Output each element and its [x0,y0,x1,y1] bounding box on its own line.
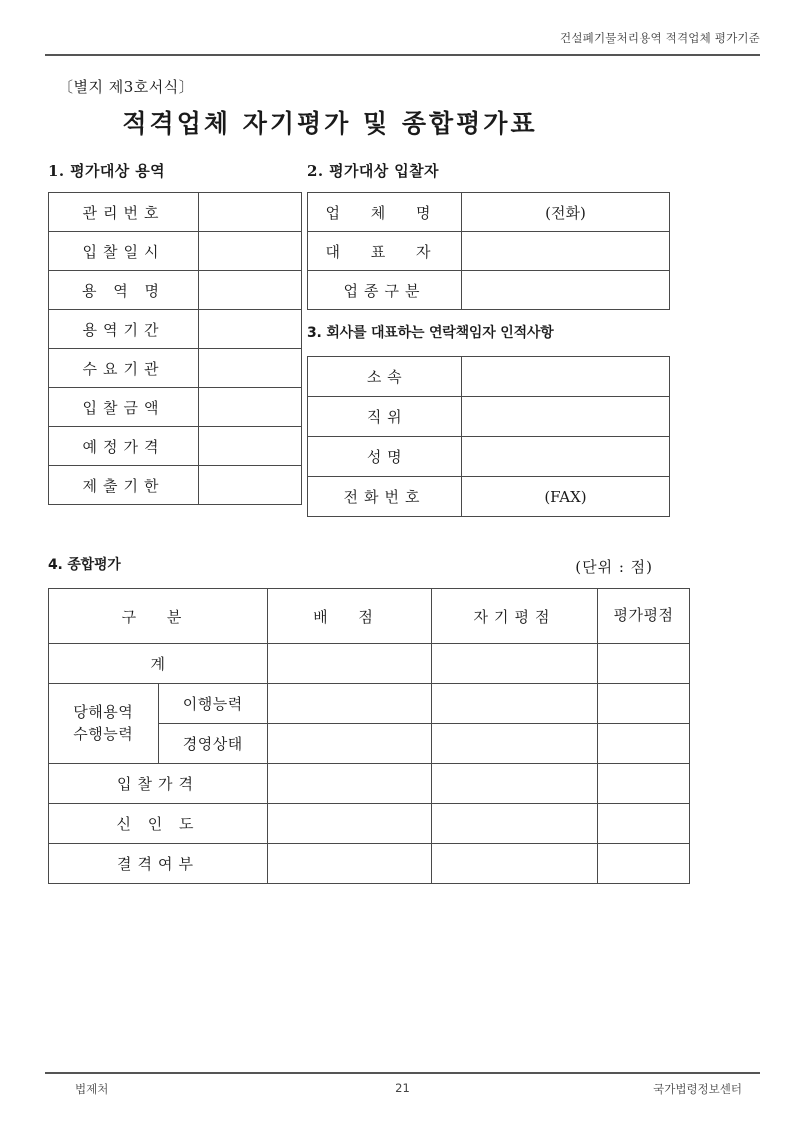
row-value-submission-deadline[interactable] [199,466,302,505]
footer-left-label: 법제처 [75,1082,109,1096]
cell-credit-rating-final-score[interactable] [598,804,690,844]
table-row [49,764,690,804]
row-value-business-type[interactable] [462,271,670,310]
row-label-total: 계 [49,644,268,684]
row-label-management-number: 관리번호 [49,193,199,232]
cell-performance-capability-final-score[interactable] [598,684,690,724]
cell-bid-price-self-score[interactable] [432,764,598,804]
table-row [49,232,302,271]
table-evaluation-target-service [48,192,302,505]
cell-bid-price-allocated[interactable] [268,764,432,804]
cell-management-status-final-score[interactable] [598,724,690,764]
cell-credit-rating-self-score[interactable] [432,804,598,844]
row-label-disqualification: 결격여부 [49,844,268,884]
cell-bid-price-final-score[interactable] [598,764,690,804]
column-header-final-score: 평가평점 [598,589,690,644]
column-header-self-score: 자기평점 [432,589,598,644]
row-value-estimated-price[interactable] [199,427,302,466]
table-row [49,844,690,884]
cell-credit-rating-allocated[interactable] [268,804,432,844]
cell-disqualification-self-score[interactable] [432,844,598,884]
table-row [308,232,670,271]
footer-rule [45,1072,760,1074]
row-value-position[interactable] [462,397,670,437]
row-label-affiliation: 소 속 [308,357,462,397]
row-value-representative[interactable] [462,232,670,271]
table-row [308,397,670,437]
row-value-service-period[interactable] [199,310,302,349]
row-value-affiliation[interactable] [462,357,670,397]
section-heading-evaluation: 4. 종합평가 [48,557,121,573]
cell-total-final-score[interactable] [598,644,690,684]
row-label-business-type: 업종구분 [308,271,462,310]
table-row [308,357,670,397]
row-label-demanding-agency: 수요기관 [49,349,199,388]
table-header-row [49,589,690,644]
page-title: 적격업체 자기평가 및 종합평가표 [122,109,538,138]
table-row [49,193,302,232]
table-row [49,466,302,505]
row-label-bid-datetime: 입찰일시 [49,232,199,271]
table-comprehensive-evaluation [48,588,690,884]
row-label-credit-rating: 신 인 도 [49,804,268,844]
section-heading-service: 1. 평가대상 용역 [48,162,166,180]
table-row [49,271,302,310]
row-label-full-name: 성 명 [308,437,462,477]
row-label-estimated-price: 예정가격 [49,427,199,466]
cell-management-status-allocated[interactable] [268,724,432,764]
column-header-allocated-points: 배 점 [268,589,432,644]
table-row [49,804,690,844]
cell-performance-capability-allocated[interactable] [268,684,432,724]
row-label-company-name: 업 체 명 [308,193,462,232]
section-heading-bidder: 2. 평가대상 입찰자 [307,162,439,180]
table-row [49,644,690,684]
row-label-phone-number: 전화번호 [308,477,462,517]
cell-performance-capability-self-score[interactable] [432,684,598,724]
row-label-capability-group: 당해용역 수행능력 [49,684,159,764]
unit-note: (단위 : 점) [575,558,653,576]
table-row [308,271,670,310]
row-value-demanding-agency[interactable] [199,349,302,388]
page-footer [45,1081,760,1101]
footer-page-number: 21 [395,1081,410,1095]
footer-right-label: 국가법령정보센터 [653,1082,742,1096]
cell-management-status-self-score[interactable] [432,724,598,764]
table-evaluation-target-bidder [307,192,670,310]
row-value-full-name[interactable] [462,437,670,477]
row-value-bid-amount[interactable] [199,388,302,427]
row-label-bid-amount: 입찰금액 [49,388,199,427]
cell-disqualification-final-score[interactable] [598,844,690,884]
table-row [49,310,302,349]
row-label-service-period: 용역기간 [49,310,199,349]
table-contact-person [307,356,670,517]
row-value-company-name[interactable]: (전화) [462,193,670,232]
cell-total-allocated[interactable] [268,644,432,684]
cell-disqualification-allocated[interactable] [268,844,432,884]
table-row [308,193,670,232]
row-value-service-name[interactable] [199,271,302,310]
row-value-phone-number[interactable]: (FAX) [462,477,670,517]
table-row [49,427,302,466]
section-heading-contact: 3. 회사를 대표하는 연락책임자 인적사항 [307,325,554,341]
row-label-management-status: 경영상태 [158,724,268,764]
row-value-bid-datetime[interactable] [199,232,302,271]
column-header-division: 구 분 [49,589,268,644]
row-label-service-name: 용 역 명 [49,271,199,310]
header-rule [45,54,760,56]
row-label-position: 직 위 [308,397,462,437]
running-header: 건설폐기물처리용역 적격업체 평가기준 [560,31,760,45]
form-id-label: 〔별지 제3호서식〕 [58,78,195,96]
table-row [49,388,302,427]
table-row [49,349,302,388]
row-label-bid-price: 입찰가격 [49,764,268,804]
cell-total-self-score[interactable] [432,644,598,684]
table-row [308,437,670,477]
row-value-management-number[interactable] [199,193,302,232]
row-label-performance-capability: 이행능력 [158,684,268,724]
table-row [49,684,690,724]
row-label-representative: 대 표 자 [308,232,462,271]
row-label-submission-deadline: 제출기한 [49,466,199,505]
table-row [308,477,670,517]
